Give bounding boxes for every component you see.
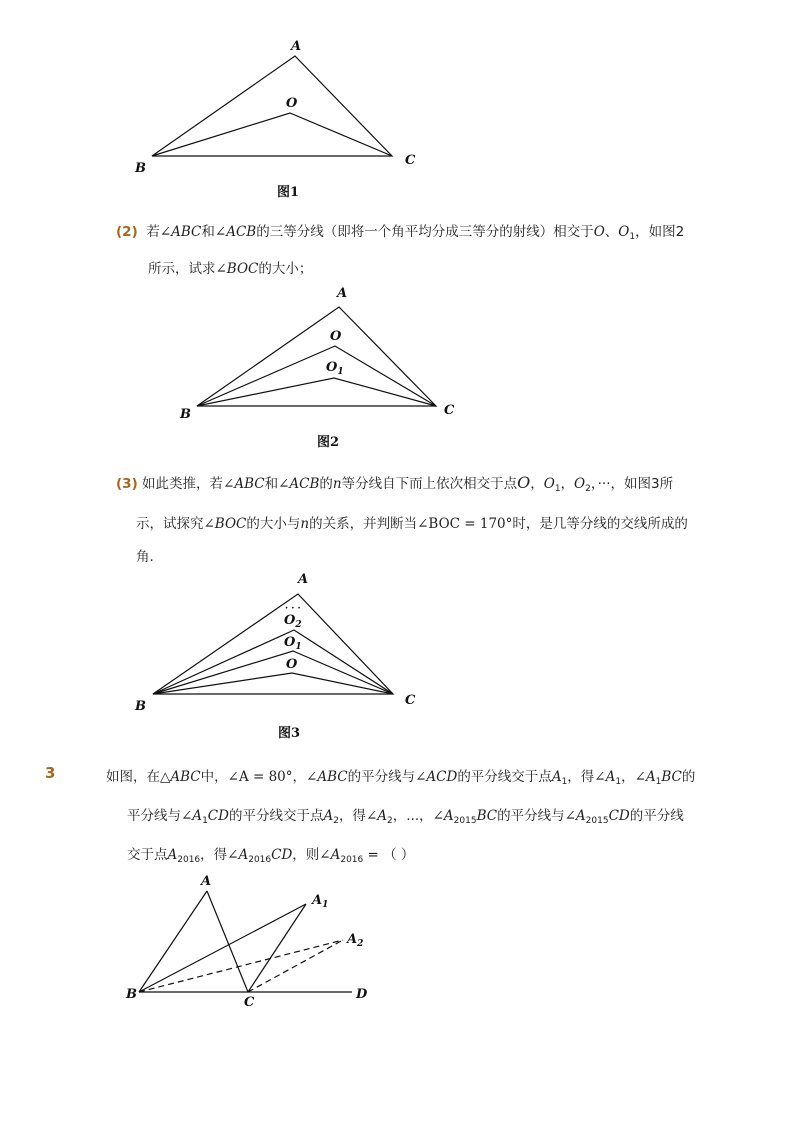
label-a: A — [298, 572, 309, 587]
label-o: O — [330, 329, 342, 344]
question-3-line-3: 角． — [136, 549, 163, 565]
label-o2: $O_2$ — [284, 613, 302, 630]
question-2-line-1: (2) 若∠ABC和∠ACB的三等分线（即将一个角平均分成三等分的射线）相交于O、$O_1$，如图2 — [116, 224, 685, 242]
label-o: O — [286, 96, 298, 111]
label-o1: $O_1$ — [326, 360, 344, 377]
label-o: O — [286, 657, 298, 672]
question-3-number: (3) — [116, 476, 138, 492]
question-3-line-1: (3) 如此类推，若∠ABC和∠ACB的n等分线自下而上依次相交于点O，$O_1$，$O_2$，···，如图3所 — [116, 473, 674, 494]
label-c: C — [444, 403, 455, 418]
figure-2-caption: 图2 — [317, 435, 340, 450]
label-b: B — [135, 699, 146, 714]
label-d: D — [356, 987, 368, 1002]
label-c: C — [405, 693, 416, 708]
label-c: C — [244, 995, 255, 1010]
label-dots: · · · — [285, 604, 301, 614]
label-a: A — [337, 286, 348, 301]
problem-3-number: 3 — [45, 764, 56, 782]
problem-3-line-3: 交于点$A_{2016}$，得$\angle A_{2016}CD$，则$\angle A_{2016}$ = （ ） — [127, 847, 415, 865]
label-a: A — [291, 39, 302, 54]
label-a: A — [201, 874, 212, 889]
figure-1-caption: 图1 — [277, 185, 300, 200]
label-b: B — [180, 407, 191, 422]
figure-3-caption: 图3 — [278, 726, 301, 741]
problem-3-line-1: 如图，在△ABC中，∠A = 80°，∠ABC的平分线与∠ACD的平分线交于点$A_1$，得$\angle A_1$，$\angle A_1BC$的 — [106, 769, 696, 787]
label-c: C — [405, 153, 416, 168]
label-o1: $O_1$ — [284, 635, 302, 652]
label-b: B — [126, 987, 137, 1002]
problem-3-line-2: 平分线与$\angle A_1CD$的平分线交于点$A_2$，得$\angle A_2$，...，$\angle A_{2015}BC$的平分线与$\angle A_{2015}CD$的平分线 — [127, 808, 684, 826]
label-a2: $A_2$ — [347, 932, 364, 949]
question-2-number: (2) — [116, 224, 138, 240]
question-3-line-2: 示，试探究∠BOC的大小与n的关系，并判断当∠BOC = 170°时，是几等分线的交线所成的 — [136, 516, 688, 532]
label-b: B — [135, 161, 146, 176]
question-2-line-2: 所示，试求∠BOC的大小； — [148, 261, 313, 277]
label-a1: $A_1$ — [312, 893, 329, 910]
